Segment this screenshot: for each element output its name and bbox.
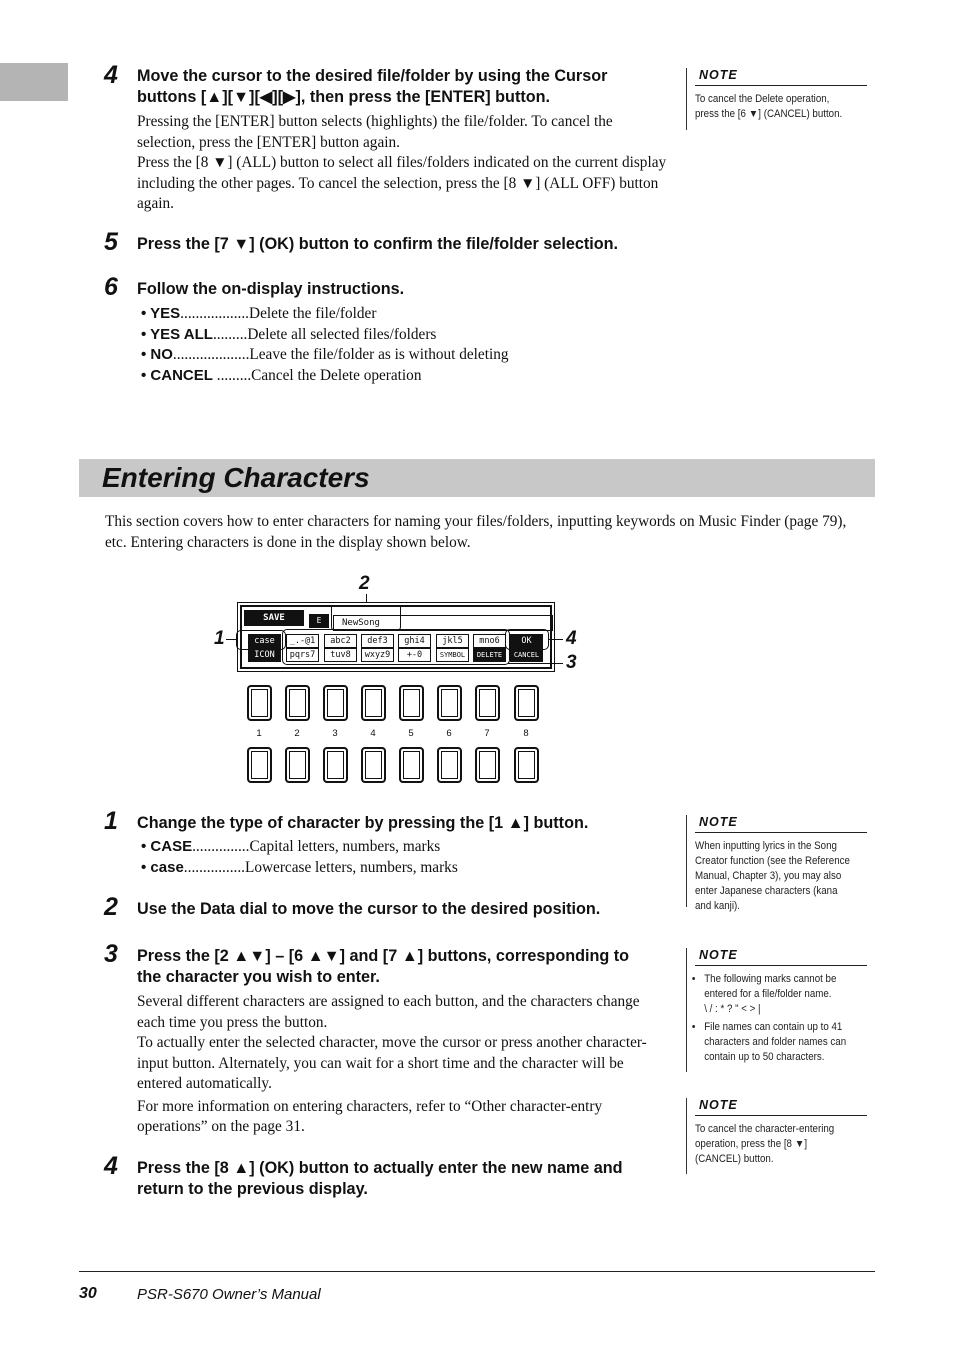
- note-text: To cancel the character-entering operation, press the [8 ▼] (CANCEL) button.: [695, 1123, 835, 1165]
- section-header: [79, 459, 875, 497]
- step-heading: Follow the on-display instructions.: [137, 280, 405, 298]
- panel-button-up: [247, 685, 272, 721]
- screen-button-chars: wxyz9: [361, 648, 394, 662]
- footer-rule: [79, 1271, 875, 1272]
- screen-button-ok: OK: [510, 634, 543, 648]
- paragraph: Several different characters are assigned to each button, and the characters change each time you press the button.: [137, 993, 640, 1031]
- list-desc: Capital letters, numbers, marks: [249, 838, 441, 855]
- button-number: 3: [332, 728, 338, 739]
- step-heading-line: buttons [▲][▼][◀][▶], then press the [ENTER] button.: [137, 88, 551, 106]
- screen-button-chars: _.-@1: [286, 634, 319, 648]
- button-number: 5: [408, 728, 414, 739]
- paragraph: Pressing the [ENTER] button selects (highlights) the file/folder. To cancel the selection, press the [ENTER] button again.: [137, 113, 613, 151]
- step-heading-line: the character you wish to enter.: [137, 968, 380, 986]
- callout-number: 2: [359, 573, 370, 594]
- list-term: • CANCEL: [141, 366, 213, 384]
- callout-number: 4: [566, 628, 577, 649]
- note-title: NOTE: [695, 948, 867, 966]
- section-title: Entering Characters: [102, 462, 370, 493]
- list-desc: Leave the file/folder as is without deleting: [249, 346, 509, 364]
- step-heading: [137, 946, 677, 988]
- step-number: 4: [104, 1152, 118, 1180]
- screen-button-symbol: SYMBOL: [436, 648, 469, 662]
- note-title: NOTE: [695, 815, 867, 833]
- note-title: NOTE: [695, 68, 867, 86]
- list-item: [141, 837, 661, 858]
- list-desc: Lowercase letters, numbers, marks: [244, 858, 458, 876]
- note-list-item: [704, 1020, 855, 1065]
- page-number: 30: [79, 1285, 97, 1302]
- definition-list: [141, 837, 661, 878]
- list-desc: Cancel the Delete operation: [251, 366, 422, 384]
- list-term: • YES ALL: [141, 325, 213, 343]
- step-heading: Use the Data dial to move the cursor to the desired position.: [137, 900, 601, 918]
- button-number: 4: [370, 728, 376, 739]
- button-number: 7: [484, 728, 490, 739]
- step-number: 3: [104, 940, 118, 968]
- note-item-text: File names can contain up to 41 characters and folder names can contain up to 50 characters.: [704, 1021, 847, 1063]
- paragraph: Press the [8 ▼] (ALL) button to select all files/folders indicated on the current display including the other pages. To cancel the selection, press the [8 ▼] (ALL OFF) button again.: [137, 154, 667, 212]
- panel-button-down: [361, 747, 386, 783]
- callout-leader: [508, 663, 563, 664]
- note-item-text: The following marks cannot be entered for a file/folder name.: [704, 973, 837, 1000]
- screen-button-delete: DELETE: [473, 648, 506, 662]
- note-item-text: \ / : * ? " < > |: [704, 1003, 761, 1015]
- list-desc: Delete the file/folder: [249, 305, 377, 322]
- leader-dots: ...............: [192, 838, 250, 855]
- screen-button-chars: jkl5: [436, 634, 469, 648]
- list-desc: Delete all selected files/folders: [247, 325, 437, 343]
- leader-dots: ..................: [180, 305, 250, 322]
- screen-button-chars: ghi4: [398, 634, 431, 648]
- panel-button-down: [285, 747, 310, 783]
- step-number: 4: [104, 61, 118, 89]
- panel-button-up: [285, 685, 310, 721]
- screen-button-chars: abc2: [324, 634, 357, 648]
- step-heading-line: Move the cursor to the desired file/folder by using the Cursor: [137, 67, 608, 85]
- step-body: [137, 112, 667, 215]
- screen-name-field: NewSong: [333, 615, 553, 631]
- panel-button-up: [475, 685, 500, 721]
- button-number: 2: [294, 728, 300, 739]
- screen-button-chars: def3: [361, 634, 394, 648]
- list-item: [141, 345, 661, 366]
- chapter-tab-marker: [0, 63, 68, 101]
- callout-number: 1: [214, 628, 225, 649]
- list-item: [141, 325, 661, 346]
- manual-title: PSR-S670 Owner’s Manual: [137, 1286, 321, 1303]
- panel-button-down: [399, 747, 424, 783]
- note-title: NOTE: [695, 1098, 867, 1116]
- note-box: [686, 815, 869, 912]
- panel-button-up: [323, 685, 348, 721]
- leader-dots: ................: [183, 858, 245, 876]
- step-number: 2: [104, 893, 118, 921]
- screen-button-cancel: CANCEL: [510, 648, 543, 662]
- panel-button-down: [475, 747, 500, 783]
- leader-dots: ....................: [172, 346, 250, 364]
- list-term: • case: [141, 858, 184, 876]
- note-text: To cancel the Delete operation, press the [6 ▼] (CANCEL) button.: [695, 93, 843, 120]
- note-box: [686, 948, 869, 1072]
- list-item: [141, 366, 661, 387]
- screen-button-icon: ICON: [248, 648, 281, 662]
- step-heading: [137, 66, 667, 108]
- list-term: • YES: [141, 305, 181, 322]
- panel-button-down: [437, 747, 462, 783]
- callout-number: 3: [566, 652, 577, 673]
- note-box: [686, 68, 869, 130]
- note-text: [695, 972, 855, 1065]
- panel-button-down: [323, 747, 348, 783]
- screen-case-indicator: E: [309, 614, 329, 628]
- step-number: 6: [104, 273, 118, 301]
- panel-button-up: [514, 685, 539, 721]
- note-text: When inputting lyrics in the Song Creator function (see the Reference Manual, Chapter 3), you may also enter Japanese characters (kana and kanji).: [695, 840, 850, 912]
- step-heading-line: Press the [2 ▲▼] – [6 ▲▼] and [7 ▲] buttons, corresponding to: [137, 947, 630, 965]
- button-number: 8: [523, 728, 529, 739]
- step-heading: Change the type of character by pressing the [1 ▲] button.: [137, 814, 589, 832]
- panel-button-down: [247, 747, 272, 783]
- step-heading-line: return to the previous display.: [137, 1180, 368, 1198]
- screen-button-chars: mno6: [473, 634, 506, 648]
- panel-button-down: [514, 747, 539, 783]
- list-term: • CASE: [141, 838, 193, 855]
- panel-button-up: [437, 685, 462, 721]
- step-heading-line: Press the [8 ▲] (OK) button to actually enter the new name and: [137, 1159, 623, 1177]
- section-intro: This section covers how to enter characters for naming your files/folders, inputting keywords on Music Finder (page 79), etc. Entering characters is done in the display shown below.: [105, 513, 847, 551]
- definition-list: [141, 304, 661, 386]
- screen-title-save: SAVE: [244, 610, 304, 626]
- screen-button-chars: pqrs7: [286, 648, 319, 662]
- step-number: 1: [104, 807, 118, 835]
- panel-button-up: [399, 685, 424, 721]
- step-heading: [137, 1158, 677, 1200]
- step-heading: Press the [7 ▼] (OK) button to confirm the file/folder selection.: [137, 235, 619, 253]
- paragraph: For more information on entering characters, refer to “Other character-entry operations” on the page 31.: [137, 1097, 603, 1135]
- list-item: [141, 304, 661, 325]
- screen-button-chars: tuv8: [324, 648, 357, 662]
- list-item: [141, 858, 661, 879]
- panel-button-up: [361, 685, 386, 721]
- leader-dots: .........: [212, 325, 248, 343]
- button-number: 1: [256, 728, 262, 739]
- note-list-item: [704, 972, 855, 1017]
- list-term: • NO: [141, 346, 173, 364]
- step-body: [137, 992, 657, 1138]
- note-box: [686, 1098, 869, 1174]
- paragraph: To actually enter the selected character, move the cursor or press another character-input button. Alternately, you can wait for a short time and the character will be entered automatically.: [137, 1034, 647, 1092]
- screen-button-case: case: [248, 634, 281, 648]
- button-number: 6: [446, 728, 452, 739]
- step-number: 5: [104, 228, 118, 256]
- leader-dots: .........: [212, 366, 252, 384]
- callout-leader: [549, 639, 563, 640]
- screen-button-chars: +-0: [398, 648, 431, 662]
